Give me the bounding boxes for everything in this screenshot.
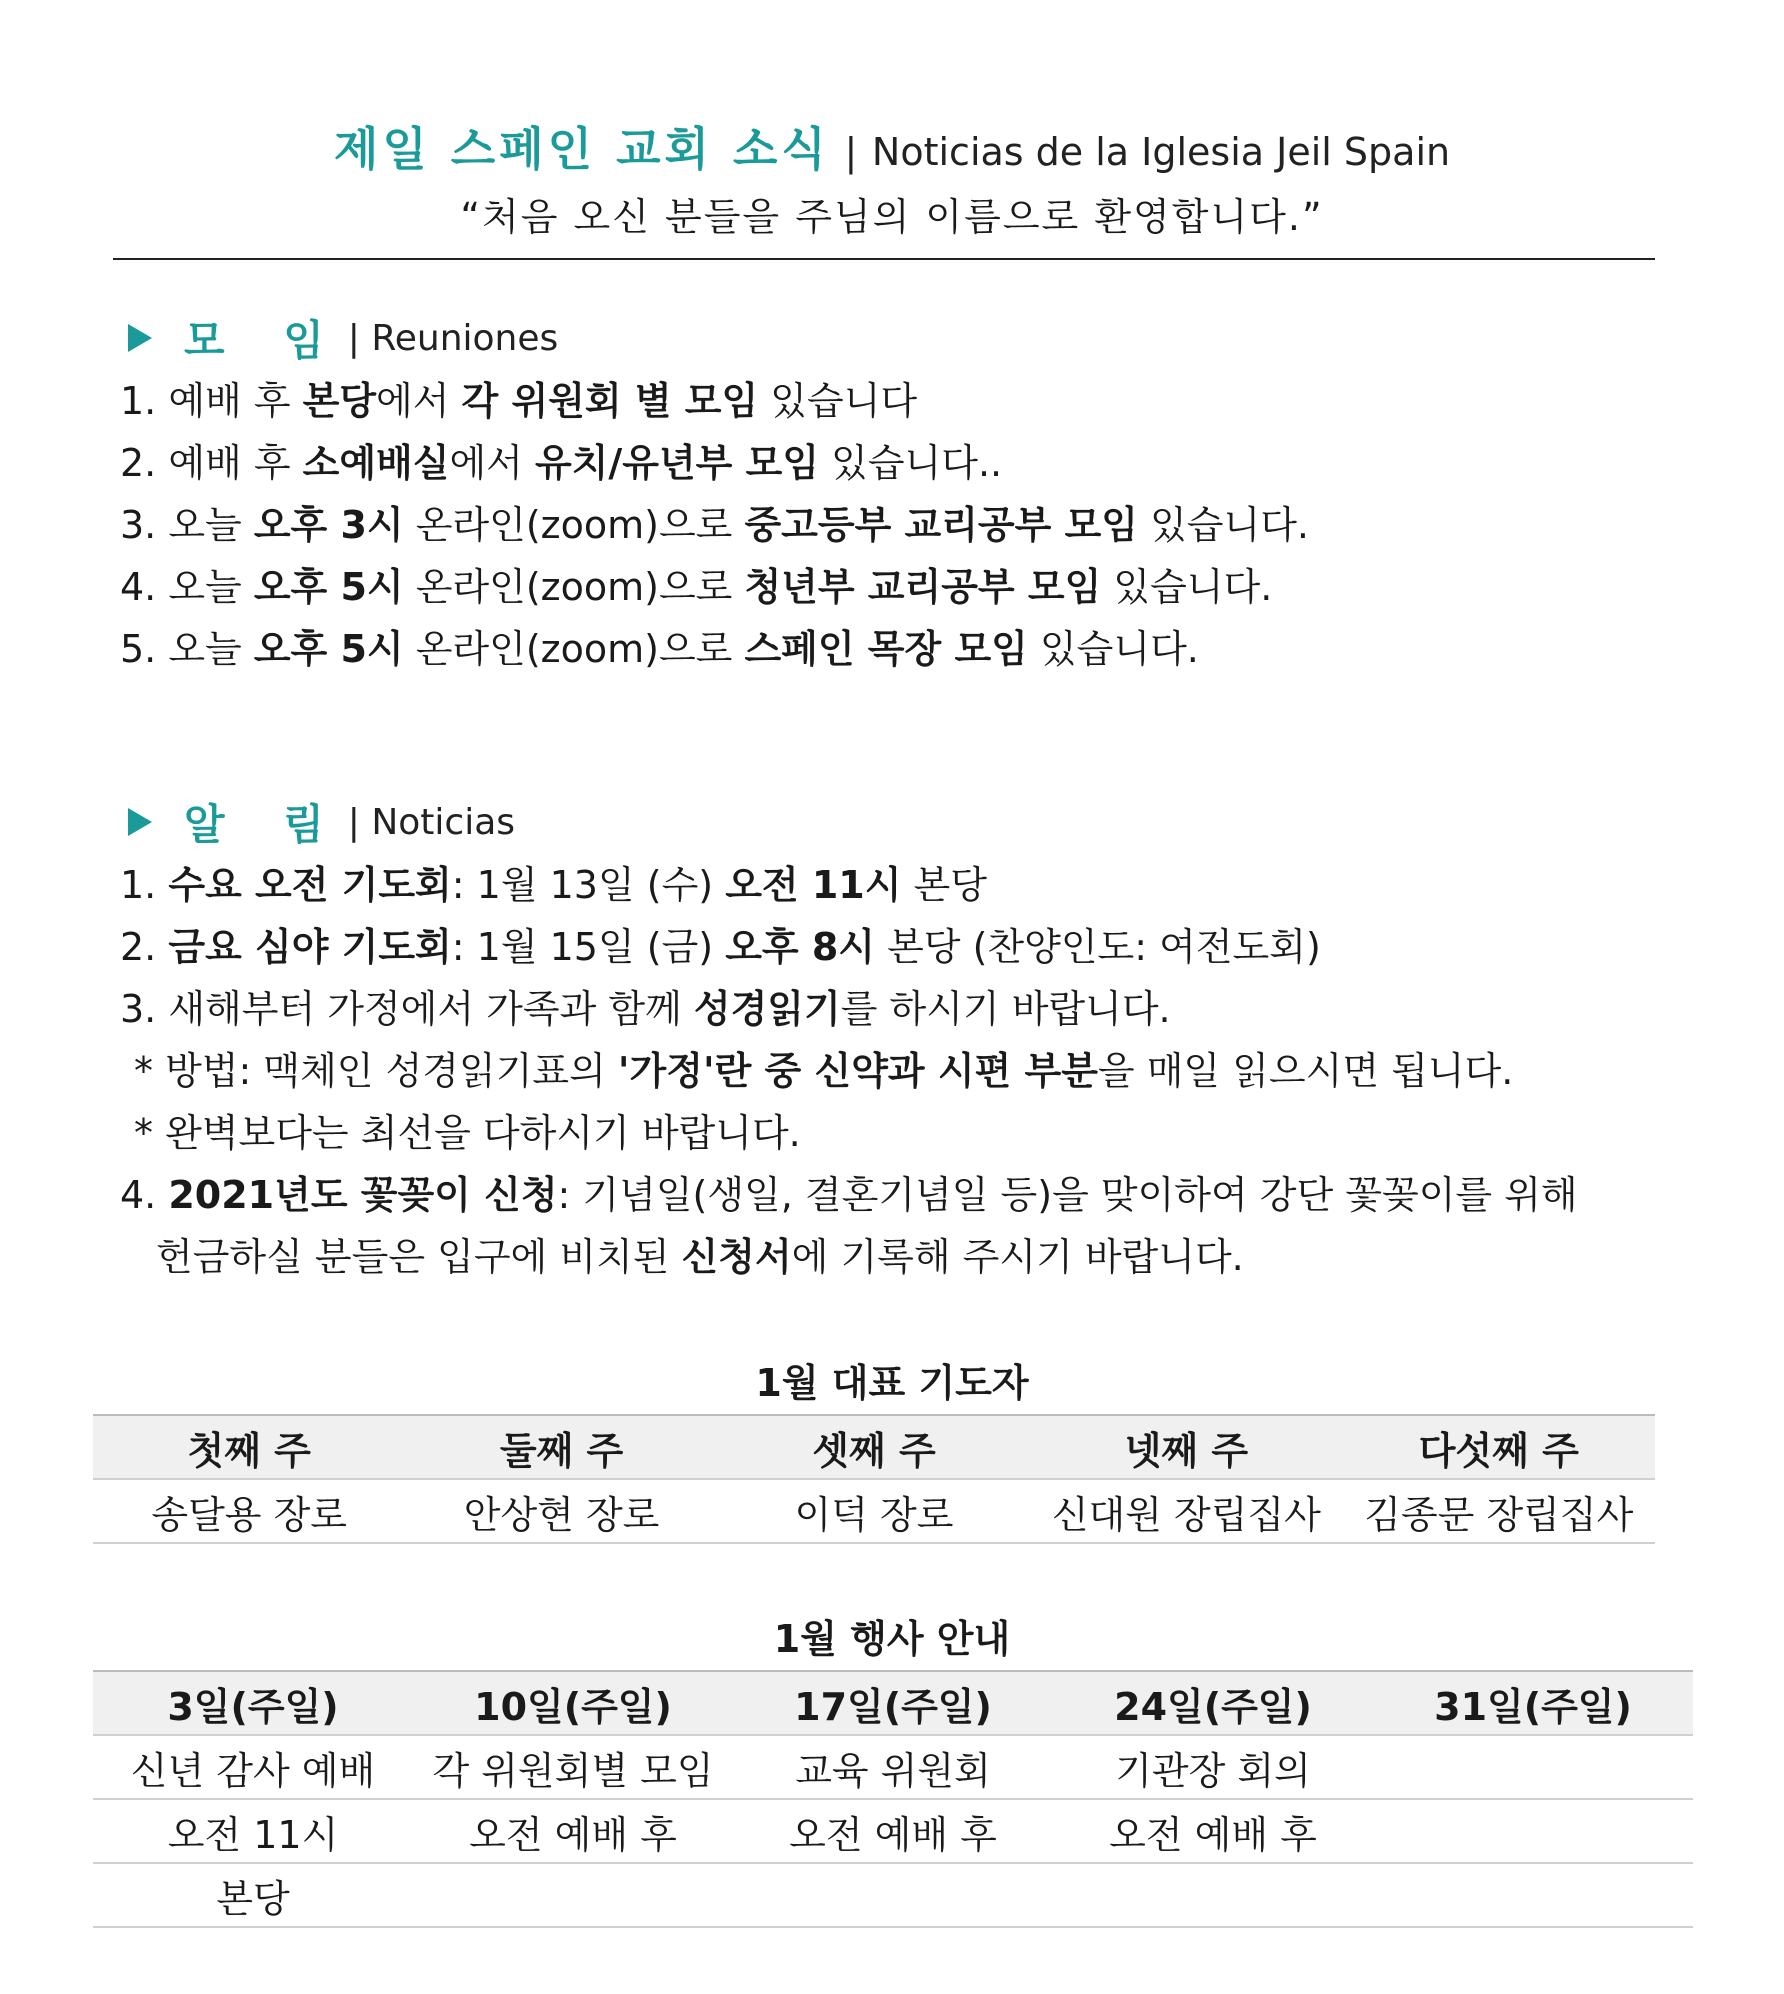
title-separator: | [844, 130, 858, 174]
table-cell: 이덕 장로 [718, 1479, 1030, 1543]
column-header: 다섯째 주 [1343, 1415, 1655, 1479]
page-title [0, 118, 1784, 183]
text: 3. 오늘 [120, 503, 254, 547]
section-reuniones [120, 306, 1680, 680]
table-cell: 오전 예배 후 [413, 1799, 733, 1863]
triangle-bullet-icon [128, 324, 152, 352]
section-noticias [120, 790, 1680, 1288]
list-item [120, 618, 1680, 680]
text: : 1월 13일 (수) [451, 863, 726, 907]
text: : 1월 15일 (금) [451, 925, 726, 969]
table-cell: 송달용 장로 [93, 1479, 405, 1543]
text: 4. [120, 1173, 169, 1217]
bold-text: 수요 오전 기도회 [168, 863, 452, 907]
table-cell: 안상현 장로 [405, 1479, 717, 1543]
text: 온라인(zoom)으로 [403, 565, 745, 609]
notice-item-4-continued [120, 1226, 1680, 1288]
list-item [120, 432, 1680, 494]
column-header: 17일(주일) [733, 1671, 1053, 1735]
column-header: 3일(주일) [93, 1671, 413, 1735]
text: 본당 (찬양인도: 여전도회) [875, 925, 1321, 969]
text: 온라인(zoom)으로 [403, 503, 745, 547]
text: 3. 새해부터 가정에서 가족과 함께 [120, 987, 694, 1031]
events-table-title: 1월 행사 안내 [773, 1617, 1011, 1661]
text: 있습니다. [1027, 627, 1199, 671]
text: 본당 [901, 863, 987, 907]
table-cell: 본당 [93, 1863, 413, 1927]
events-table [93, 1670, 1693, 1928]
text: 온라인(zoom)으로 [403, 627, 745, 671]
bold-text: 오후 3시 [253, 503, 404, 547]
table-row [93, 1735, 1693, 1799]
list-item [120, 556, 1680, 618]
table-row [93, 1863, 1693, 1927]
text: 헌금하실 분들은 입구에 비치된 [156, 1235, 682, 1279]
table-row [93, 1799, 1693, 1863]
bold-text: 중고등부 교리공부 모임 [744, 503, 1138, 547]
title-korean: 제일 스페인 교회 소식 [333, 122, 830, 176]
text: 있습니다.. [819, 441, 1003, 485]
heading-korean: 알 림 [184, 800, 346, 849]
heading-spanish: | Noticias [347, 801, 516, 843]
text: 2. [120, 925, 169, 969]
heading-korean: 모 임 [184, 316, 346, 365]
table-row [93, 1479, 1655, 1543]
notice-item-3-note-1 [120, 1040, 1680, 1102]
table-cell: 김종문 장립집사 [1343, 1479, 1655, 1543]
bold-text: 오후 5시 [253, 565, 404, 609]
table-header-row [93, 1671, 1693, 1735]
column-header: 둘째 주 [405, 1415, 717, 1479]
notice-item-3-note-2: * 완벽보다는 최선을 다하시기 바랍니다. [134, 1111, 801, 1155]
column-header: 넷째 주 [1030, 1415, 1342, 1479]
triangle-bullet-icon [128, 808, 152, 836]
table-cell: 각 위원회별 모임 [413, 1735, 733, 1799]
list-item [120, 370, 1680, 432]
table-cell [1373, 1863, 1693, 1927]
notice-item-1 [120, 854, 1680, 916]
text: 있습니다. [1138, 503, 1309, 547]
table-cell: 기관장 회의 [1053, 1735, 1373, 1799]
bold-text: 오후 8시 [725, 925, 875, 969]
bold-text: 오후 5시 [253, 627, 404, 671]
bulletin-header [0, 118, 1784, 247]
text: 을 매일 읽으시면 됩니다. [1097, 1049, 1514, 1093]
table-cell: 오전 11시 [93, 1799, 413, 1863]
text: 에서 [376, 379, 462, 423]
text: 5. 오늘 [120, 627, 254, 671]
bold-text: 본당 [302, 379, 377, 423]
notice-item-4 [120, 1164, 1680, 1226]
table-cell [733, 1863, 1053, 1927]
table-cell [1053, 1863, 1373, 1927]
bold-text: 2021년도 꽃꽂이 신청 [168, 1173, 558, 1217]
table-cell [413, 1863, 733, 1927]
table-cell: 신대원 장립집사 [1030, 1479, 1342, 1543]
text: * 방법: 맥체인 성경읽기표의 [134, 1049, 618, 1093]
text: 2. 예배 후 [120, 441, 303, 485]
list-item [120, 494, 1680, 556]
bold-text: 스페인 목장 모임 [744, 627, 1028, 671]
bold-text: '가정'란 중 신약과 시편 부분 [617, 1049, 1098, 1093]
table-header-row [93, 1415, 1655, 1479]
header-divider [113, 258, 1655, 260]
column-header: 셋째 주 [718, 1415, 1030, 1479]
column-header: 24일(주일) [1053, 1671, 1373, 1735]
welcome-subtitle: “처음 오신 분들을 주님의 이름으로 환영합니다.” [460, 195, 1324, 239]
text: 4. 오늘 [120, 565, 254, 609]
section-heading-reuniones [120, 306, 1680, 370]
text: 있습니다. [1101, 565, 1273, 609]
text: 1. 예배 후 [120, 379, 303, 423]
bold-text: 청년부 교리공부 모임 [744, 565, 1102, 609]
bold-text: 유치/유년부 모임 [534, 441, 820, 485]
section-heading-noticias [120, 790, 1680, 854]
table-cell: 오전 예배 후 [733, 1799, 1053, 1863]
title-spanish: Noticias de la Iglesia Jeil Spain [871, 130, 1451, 174]
text: 를 하시기 바랍니다. [840, 987, 1171, 1031]
prayer-leaders-table [93, 1414, 1655, 1544]
text: 에서 [449, 441, 535, 485]
bold-text: 신청서 [681, 1235, 792, 1279]
column-header: 10일(주일) [413, 1671, 733, 1735]
bold-text: 성경읽기 [693, 987, 841, 1031]
table-cell: 교육 위원회 [733, 1735, 1053, 1799]
text: 1. [120, 863, 169, 907]
table-cell [1373, 1735, 1693, 1799]
notice-item-3 [120, 978, 1680, 1040]
table-cell: 오전 예배 후 [1053, 1799, 1373, 1863]
bold-text: 금요 심야 기도회 [168, 925, 452, 969]
notice-item-2 [120, 916, 1680, 978]
column-header: 첫째 주 [93, 1415, 405, 1479]
text: 있습니다 [758, 379, 918, 423]
bold-text: 소예배실 [302, 441, 450, 485]
text: 에 기록해 주시기 바랍니다. [791, 1235, 1244, 1279]
text: : 기념일(생일, 결혼기념일 등)을 맞이하여 강단 꽃꽂이를 위해 [557, 1173, 1578, 1217]
prayer-table-title: 1월 대표 기도자 [755, 1361, 1029, 1405]
heading-spanish: | Reuniones [347, 317, 559, 359]
bold-text: 각 위원회 별 모임 [461, 379, 759, 423]
bold-text: 오전 11시 [725, 863, 902, 907]
table-cell: 신년 감사 예배 [93, 1735, 413, 1799]
column-header: 31일(주일) [1373, 1671, 1693, 1735]
table-cell [1373, 1799, 1693, 1863]
